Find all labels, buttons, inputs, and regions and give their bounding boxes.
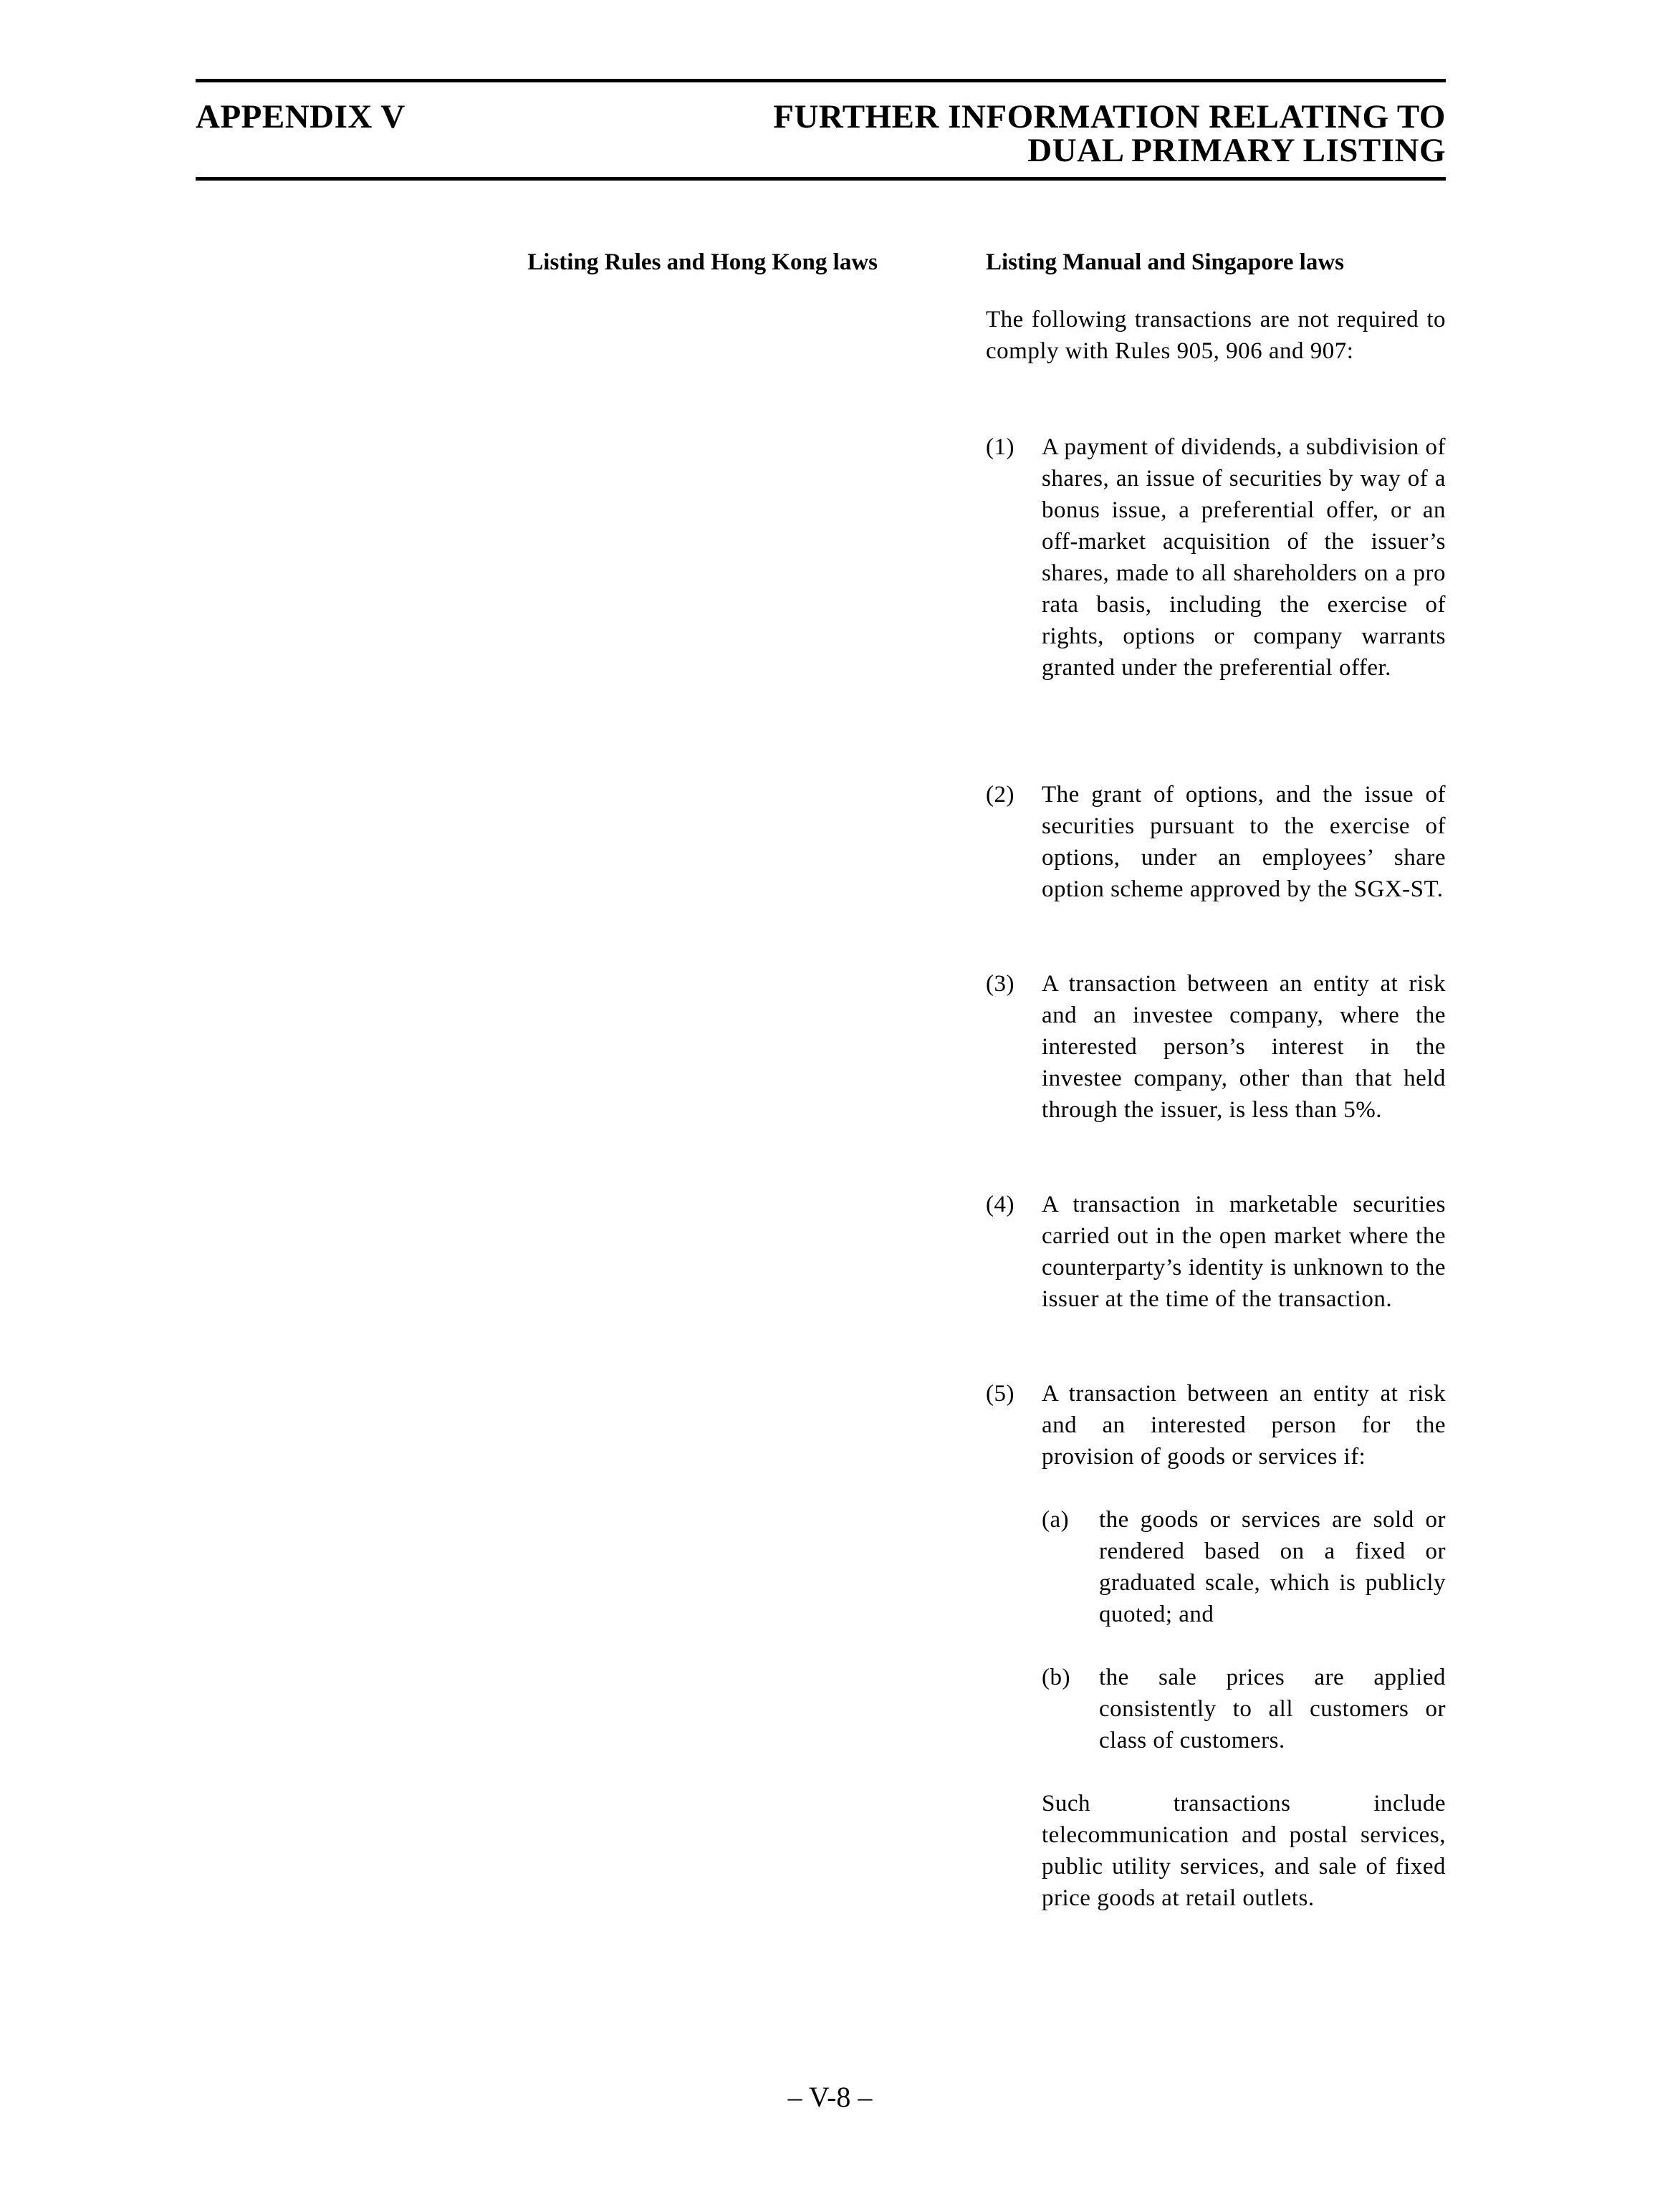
list-item: [986, 779, 1446, 905]
list-item-number: (1): [986, 434, 1014, 460]
page-number: – V-8 –: [787, 2081, 873, 2113]
list-item-number: (3): [986, 971, 1014, 997]
list-item: [986, 968, 1446, 1126]
list-item-text: The grant of options, and the issue of securities pursuant to the exercise of options, under an employees’ share option scheme approved by the SGX-ST.: [1042, 782, 1446, 902]
list-item: [986, 1189, 1446, 1315]
intro-text: The following transactions are not required to comply with Rules 905, 906 and 907:: [986, 307, 1446, 364]
list-item-text: A transaction between an entity at risk and an interested person for the provision of goods or services if:: [1042, 1381, 1446, 1470]
list-item: [986, 1378, 1446, 1473]
list-item-text: A payment of dividends, a subdivision of shares, an issue of securities by way of a bonus issue, a preferential offer, or an off-market acquisition of the issuer’s shares, made to all shareholders on a pro rata basis, including the exercise of rights, options or company warrants granted under the preferential offer.: [1042, 434, 1446, 681]
sub-list-item-text: the sale prices are applied consistently to all customers or class of customers.: [1099, 1665, 1446, 1753]
list-item: [986, 431, 1446, 684]
sub-list-item-letter: (a): [1042, 1507, 1070, 1533]
list-item-number: (5): [986, 1381, 1014, 1407]
sub-list-item-text: the goods or services are sold or rendered based on a fixed or graduated scale, which is publicly quoted; and: [1099, 1507, 1446, 1627]
page-title: [773, 100, 1446, 168]
sub-list-item: [1042, 1662, 1446, 1756]
appendix-label: APPENDIX V: [196, 98, 406, 135]
closing-paragraph: Such transactions include telecommunication and postal services, public utility services, and sale of fixed price goods at retail outlets.: [1042, 1791, 1446, 1911]
sub-list-item-letter: (b): [1042, 1665, 1070, 1690]
list-item-number: (4): [986, 1192, 1014, 1217]
header-top-rule: [196, 79, 1446, 82]
page-title-line-1: FURTHER INFORMATION RELATING TO: [773, 98, 1446, 135]
sub-list-item: [1042, 1504, 1446, 1630]
left-column-heading: Listing Rules and Hong Kong laws: [527, 249, 878, 275]
intro-paragraph: [986, 304, 1446, 367]
list-item-text: A transaction between an entity at risk and an investee company, where the interested person’s interest in the investee company, other than that held through the issuer, is less than 5%.: [1042, 971, 1446, 1123]
list-item-text: A transaction in marketable securities carried out in the open market where the counterparty’s identity is unknown to the issuer at the time of the transaction.: [1042, 1192, 1446, 1312]
page-title-line-2: DUAL PRIMARY LISTING: [1027, 132, 1446, 169]
right-column-heading: Listing Manual and Singapore laws: [986, 249, 1345, 275]
list-item-number: (2): [986, 782, 1014, 808]
header-bottom-rule: [196, 177, 1446, 181]
